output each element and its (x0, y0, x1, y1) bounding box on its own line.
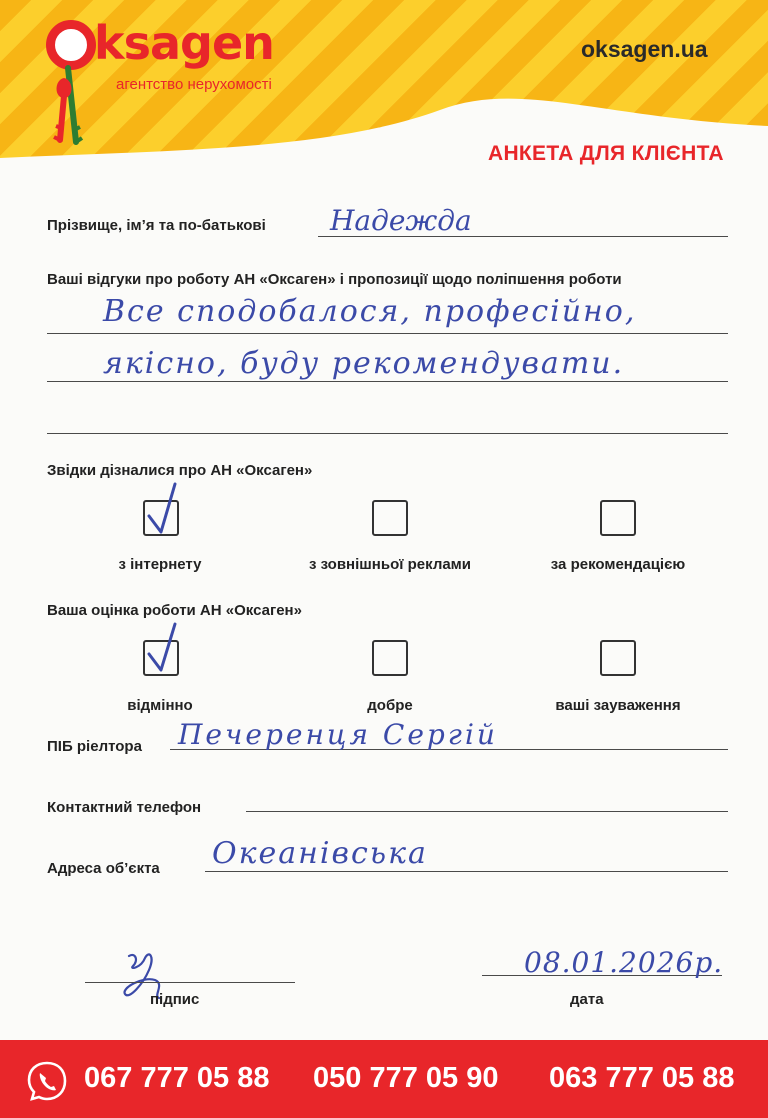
check-mark-icon (141, 478, 191, 538)
date-label: дата (570, 991, 604, 1008)
rating-remarks-checkbox[interactable] (600, 640, 636, 676)
feedback-line-3 (47, 433, 728, 434)
logo-text: ksagen (94, 16, 274, 70)
rating-option-good: добре (367, 697, 413, 714)
phone-line (246, 811, 728, 812)
address-line (205, 871, 728, 872)
rating-excellent-checkbox[interactable] (143, 640, 179, 676)
check-mark-icon (141, 618, 191, 678)
source-recommendation-checkbox[interactable] (600, 500, 636, 536)
source-option-ads: з зовнішньої реклами (308, 556, 472, 573)
phone-number-1: 067 777 05 88 (84, 1062, 270, 1094)
signature-line (85, 982, 295, 983)
phone-number-2: 050 777 05 90 (313, 1062, 499, 1094)
logo-tagline: агентство нерухомості (116, 76, 272, 93)
site-url: oksagen.ua (581, 36, 708, 62)
signature-label: підпис (150, 991, 200, 1008)
address-label: Адреса об’єкта (47, 860, 160, 877)
source-label: Звідки дізналися про АН «Оксаген» (47, 462, 313, 479)
rating-option-excellent: відмінно (127, 697, 193, 714)
source-option-recommendation: за рекомендацією (550, 556, 686, 573)
source-ads-checkbox[interactable] (372, 500, 408, 536)
feedback-text-line-2: якісно, буду рекомендувати. (103, 346, 625, 381)
source-internet-checkbox[interactable] (143, 500, 179, 536)
realtor-value: Печеренця Сергій (178, 718, 498, 751)
form-title: АНКЕТА ДЛЯ КЛІЄНТА (488, 142, 724, 165)
footer-contacts (0, 1040, 768, 1118)
feedback-line-1 (47, 333, 728, 334)
feedback-line-2 (47, 381, 728, 382)
feedback-text-line-1: Все сподобалося, професійно, (103, 294, 637, 329)
source-option-internet: з інтернету (118, 556, 202, 573)
company-logo (46, 10, 306, 140)
full-name-value: Надежда (330, 204, 472, 237)
phone-label: Контактний телефон (47, 799, 202, 816)
rating-option-remarks: ваші зауваження (555, 697, 681, 714)
realtor-label: ПІБ ріелтора (47, 738, 142, 755)
phone-icon (26, 1060, 68, 1102)
header-banner (0, 0, 768, 175)
date-value: 08.01.2026р. (524, 946, 724, 979)
feedback-label: Ваші відгуки про роботу АН «Оксаген» і пропозиції щодо поліпшення роботи (47, 271, 622, 288)
rating-good-checkbox[interactable] (372, 640, 408, 676)
rating-label: Ваша оцінка роботи АН «Оксаген» (47, 602, 302, 619)
keys-icon (50, 58, 110, 150)
address-value: Океанівська (212, 836, 428, 871)
phone-number-3: 063 777 05 88 (549, 1062, 735, 1094)
full-name-label: Прізвище, ім’я та по-батькові (47, 217, 266, 234)
